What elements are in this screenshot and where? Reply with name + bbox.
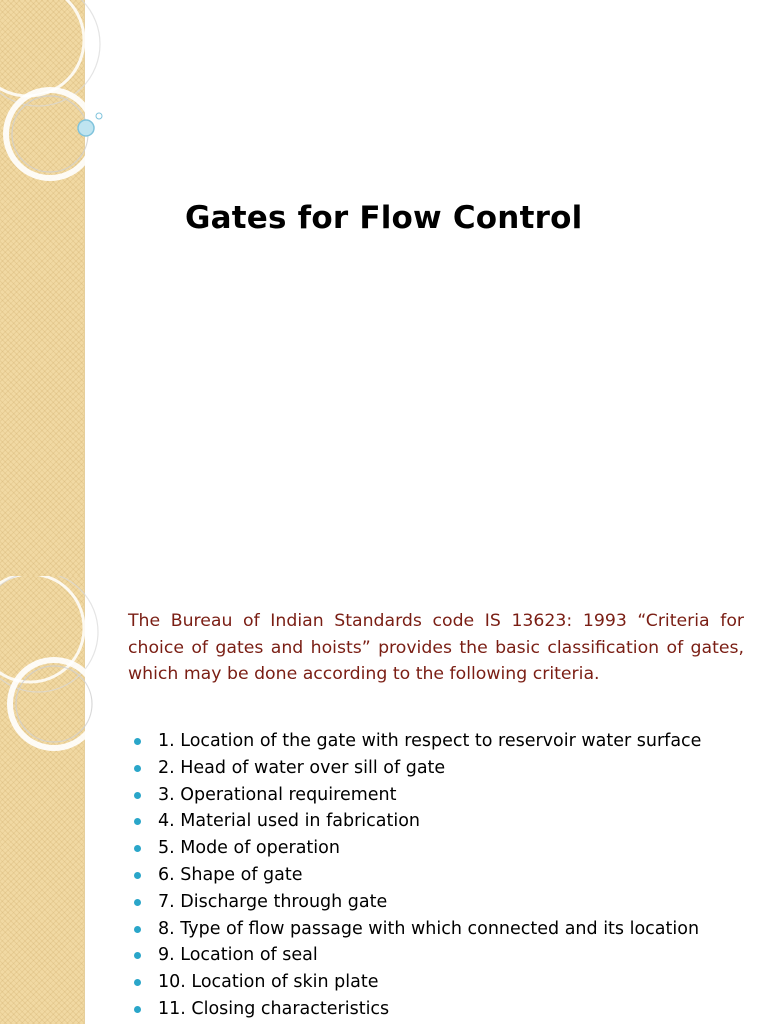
list-item bbox=[134, 942, 754, 969]
bullet-icon bbox=[134, 899, 141, 906]
list-item-text: 7. Discharge through gate bbox=[158, 891, 388, 912]
list-item bbox=[134, 808, 754, 835]
list-item bbox=[134, 835, 754, 862]
list-item-text: 6. Shape of gate bbox=[158, 864, 303, 885]
list-item bbox=[134, 889, 754, 916]
bullet-icon bbox=[134, 1006, 141, 1013]
list-item bbox=[134, 916, 754, 943]
list-item-text: 9. Location of seal bbox=[158, 945, 318, 966]
bullet-icon bbox=[134, 979, 141, 986]
list-item bbox=[134, 728, 754, 755]
list-item-text: 2. Head of water over sill of gate bbox=[158, 757, 446, 778]
list-item bbox=[134, 782, 754, 809]
bubble-icon bbox=[78, 120, 94, 136]
list-item bbox=[134, 996, 754, 1023]
intro-paragraph: The Bureau of Indian Standards code IS 13623: 1993 “Criteria for choice of gates and hoists” provides the basic classification of gates, which may be done according to the following criteria. bbox=[128, 611, 744, 684]
list-item bbox=[134, 969, 754, 996]
list-item-text: 3. Operational requirement bbox=[158, 784, 397, 805]
bullet-icon bbox=[134, 872, 141, 879]
criteria-list bbox=[134, 728, 754, 1023]
list-item-text: 8. Type of flow passage with which connected and its location bbox=[158, 918, 700, 939]
list-item-text: 1. Location of the gate with respect to reservoir water surface bbox=[158, 731, 702, 751]
small-bubble-icon bbox=[96, 113, 102, 119]
bullet-icon bbox=[134, 926, 141, 933]
bullet-icon bbox=[134, 738, 141, 745]
decorative-circles bbox=[0, 576, 120, 776]
bullet-icon bbox=[134, 845, 141, 852]
list-item-text: 5. Mode of operation bbox=[158, 838, 340, 859]
list-item bbox=[134, 755, 754, 782]
list-item-text: 10. Location of skin plate bbox=[158, 972, 379, 993]
list-item-text: 11. Closing characteristics bbox=[158, 998, 390, 1019]
decorative-circles bbox=[0, 0, 120, 200]
content-slide bbox=[0, 576, 768, 1024]
list-item bbox=[134, 862, 754, 889]
bullet-icon bbox=[134, 765, 141, 772]
bullet-icon bbox=[134, 952, 141, 959]
bullet-icon bbox=[134, 792, 141, 799]
list-item-text: 4. Material used in fabrication bbox=[158, 811, 420, 832]
slide-title: Gates for Flow Control bbox=[185, 200, 583, 236]
bullet-icon bbox=[134, 818, 141, 825]
